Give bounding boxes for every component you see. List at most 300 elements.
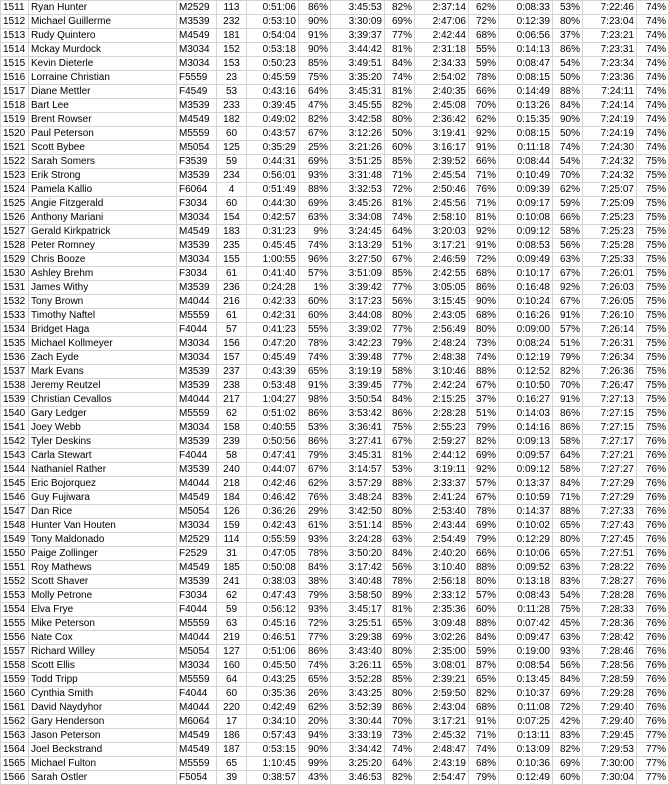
total-pct-cell[interactable]: 76% — [637, 687, 668, 701]
bike-pct-cell[interactable]: 67% — [385, 435, 415, 449]
run-pct-cell[interactable]: 65% — [469, 673, 499, 687]
total-time-cell[interactable]: 7:29:28 — [583, 687, 637, 701]
transition-time-cell[interactable]: 0:13:18 — [499, 575, 553, 589]
swim-time-cell[interactable]: 1:04:27 — [247, 393, 299, 407]
division-place-cell[interactable]: 125 — [217, 141, 247, 155]
division-cell[interactable]: M4549 — [177, 113, 217, 127]
transition-time-cell[interactable]: 0:11:28 — [499, 603, 553, 617]
bike-time-cell[interactable]: 3:25:51 — [331, 617, 385, 631]
place-cell[interactable]: 1559 — [1, 673, 29, 687]
total-time-cell[interactable]: 7:26:01 — [583, 267, 637, 281]
bike-pct-cell[interactable]: 50% — [385, 127, 415, 141]
bike-pct-cell[interactable]: 84% — [385, 393, 415, 407]
swim-time-cell[interactable]: 0:43:16 — [247, 85, 299, 99]
swim-time-cell[interactable]: 0:42:33 — [247, 295, 299, 309]
table-row[interactable] — [1, 57, 668, 71]
transition-pct-cell[interactable]: 63% — [553, 631, 583, 645]
division-cell[interactable]: F4044 — [177, 603, 217, 617]
run-pct-cell[interactable]: 90% — [469, 295, 499, 309]
bike-time-cell[interactable]: 3:50:20 — [331, 547, 385, 561]
total-pct-cell[interactable]: 75% — [637, 253, 668, 267]
place-cell[interactable]: 1562 — [1, 715, 29, 729]
table-row[interactable] — [1, 603, 668, 617]
swim-time-cell[interactable]: 0:34:10 — [247, 715, 299, 729]
bike-time-cell[interactable]: 3:30:44 — [331, 715, 385, 729]
run-pct-cell[interactable]: 66% — [469, 547, 499, 561]
division-cell[interactable]: M4549 — [177, 561, 217, 575]
run-pct-cell[interactable]: 62% — [469, 1, 499, 15]
place-cell[interactable]: 1529 — [1, 253, 29, 267]
run-time-cell[interactable]: 2:33:37 — [415, 477, 469, 491]
swim-time-cell[interactable]: 0:38:57 — [247, 771, 299, 785]
swim-time-cell[interactable]: 0:43:57 — [247, 127, 299, 141]
place-cell[interactable]: 1517 — [1, 85, 29, 99]
bike-pct-cell[interactable]: 70% — [385, 715, 415, 729]
bike-time-cell[interactable]: 3:30:09 — [331, 15, 385, 29]
division-place-cell[interactable]: 57 — [217, 323, 247, 337]
swim-pct-cell[interactable]: 86% — [299, 645, 331, 659]
bike-time-cell[interactable]: 3:51:09 — [331, 267, 385, 281]
transition-pct-cell[interactable]: 37% — [553, 29, 583, 43]
total-pct-cell[interactable]: 75% — [637, 421, 668, 435]
transition-pct-cell[interactable]: 42% — [553, 715, 583, 729]
place-cell[interactable]: 1539 — [1, 393, 29, 407]
total-pct-cell[interactable]: 76% — [637, 617, 668, 631]
transition-pct-cell[interactable]: 80% — [553, 533, 583, 547]
place-cell[interactable]: 1525 — [1, 197, 29, 211]
division-place-cell[interactable]: 59 — [217, 603, 247, 617]
place-cell[interactable]: 1538 — [1, 379, 29, 393]
place-cell[interactable]: 1532 — [1, 295, 29, 309]
swim-pct-cell[interactable]: 93% — [299, 603, 331, 617]
swim-time-cell[interactable]: 0:42:43 — [247, 519, 299, 533]
division-place-cell[interactable]: 61 — [217, 309, 247, 323]
name-cell[interactable]: Christian Cevallos — [29, 393, 177, 407]
bike-pct-cell[interactable]: 60% — [385, 141, 415, 155]
bike-pct-cell[interactable]: 73% — [385, 729, 415, 743]
run-time-cell[interactable]: 2:45:54 — [415, 169, 469, 183]
swim-pct-cell[interactable]: 57% — [299, 267, 331, 281]
place-cell[interactable]: 1553 — [1, 589, 29, 603]
place-cell[interactable]: 1520 — [1, 127, 29, 141]
total-time-cell[interactable]: 7:27:45 — [583, 533, 637, 547]
transition-time-cell[interactable]: 0:09:47 — [499, 631, 553, 645]
run-pct-cell[interactable]: 82% — [469, 687, 499, 701]
total-time-cell[interactable]: 7:24:19 — [583, 113, 637, 127]
name-cell[interactable]: Anthony Mariani — [29, 211, 177, 225]
place-cell[interactable]: 1549 — [1, 533, 29, 547]
run-pct-cell[interactable]: 81% — [469, 211, 499, 225]
table-row[interactable] — [1, 29, 668, 43]
total-pct-cell[interactable]: 76% — [637, 463, 668, 477]
name-cell[interactable]: Brent Rowser — [29, 113, 177, 127]
table-row[interactable] — [1, 617, 668, 631]
run-pct-cell[interactable]: 72% — [469, 253, 499, 267]
run-time-cell[interactable]: 2:42:55 — [415, 267, 469, 281]
place-cell[interactable]: 1530 — [1, 267, 29, 281]
bike-time-cell[interactable]: 3:27:41 — [331, 435, 385, 449]
name-cell[interactable]: Scott Ellis — [29, 659, 177, 673]
total-time-cell[interactable]: 7:24:19 — [583, 127, 637, 141]
bike-time-cell[interactable]: 3:52:28 — [331, 673, 385, 687]
total-pct-cell[interactable]: 75% — [637, 323, 668, 337]
division-place-cell[interactable]: 217 — [217, 393, 247, 407]
table-row[interactable] — [1, 15, 668, 29]
name-cell[interactable]: Michael Kollmeyer — [29, 337, 177, 351]
run-time-cell[interactable]: 2:39:21 — [415, 673, 469, 687]
bike-pct-cell[interactable]: 69% — [385, 631, 415, 645]
division-place-cell[interactable]: 187 — [217, 743, 247, 757]
swim-time-cell[interactable]: 0:50:08 — [247, 561, 299, 575]
division-cell[interactable]: M3539 — [177, 281, 217, 295]
table-row[interactable] — [1, 141, 668, 155]
run-time-cell[interactable]: 2:41:24 — [415, 491, 469, 505]
transition-pct-cell[interactable]: 67% — [553, 267, 583, 281]
run-time-cell[interactable]: 2:44:12 — [415, 449, 469, 463]
bike-time-cell[interactable]: 3:52:39 — [331, 701, 385, 715]
division-cell[interactable]: M3034 — [177, 659, 217, 673]
run-time-cell[interactable]: 3:08:01 — [415, 659, 469, 673]
swim-time-cell[interactable]: 0:38:03 — [247, 575, 299, 589]
run-time-cell[interactable]: 2:45:08 — [415, 99, 469, 113]
run-time-cell[interactable]: 2:54:02 — [415, 71, 469, 85]
transition-time-cell[interactable]: 0:09:39 — [499, 183, 553, 197]
total-pct-cell[interactable]: 76% — [637, 645, 668, 659]
transition-time-cell[interactable]: 0:08:53 — [499, 239, 553, 253]
swim-time-cell[interactable]: 0:44:07 — [247, 463, 299, 477]
swim-time-cell[interactable]: 0:31:23 — [247, 225, 299, 239]
bike-pct-cell[interactable]: 74% — [385, 211, 415, 225]
division-cell[interactable]: M3034 — [177, 211, 217, 225]
total-pct-cell[interactable]: 77% — [637, 743, 668, 757]
table-row[interactable] — [1, 743, 668, 757]
swim-pct-cell[interactable]: 67% — [299, 127, 331, 141]
total-pct-cell[interactable]: 75% — [637, 393, 668, 407]
bike-pct-cell[interactable]: 77% — [385, 29, 415, 43]
division-place-cell[interactable]: 160 — [217, 659, 247, 673]
total-time-cell[interactable]: 7:28:33 — [583, 603, 637, 617]
swim-time-cell[interactable]: 0:45:59 — [247, 71, 299, 85]
swim-time-cell[interactable]: 0:41:40 — [247, 267, 299, 281]
total-time-cell[interactable]: 7:30:00 — [583, 757, 637, 771]
transition-time-cell[interactable]: 0:09:17 — [499, 197, 553, 211]
swim-time-cell[interactable]: 0:50:56 — [247, 435, 299, 449]
division-place-cell[interactable]: 59 — [217, 155, 247, 169]
transition-pct-cell[interactable]: 83% — [553, 729, 583, 743]
swim-pct-cell[interactable]: 38% — [299, 575, 331, 589]
division-place-cell[interactable]: 159 — [217, 519, 247, 533]
run-time-cell[interactable]: 3:02:26 — [415, 631, 469, 645]
total-pct-cell[interactable]: 76% — [637, 715, 668, 729]
swim-pct-cell[interactable]: 90% — [299, 43, 331, 57]
transition-pct-cell[interactable]: 79% — [553, 351, 583, 365]
swim-time-cell[interactable]: 0:53:10 — [247, 15, 299, 29]
run-time-cell[interactable]: 2:59:27 — [415, 435, 469, 449]
run-time-cell[interactable]: 3:19:41 — [415, 127, 469, 141]
transition-pct-cell[interactable]: 88% — [553, 505, 583, 519]
division-place-cell[interactable]: 4 — [217, 183, 247, 197]
run-time-cell[interactable]: 2:33:12 — [415, 589, 469, 603]
swim-pct-cell[interactable]: 53% — [299, 421, 331, 435]
swim-pct-cell[interactable]: 79% — [299, 589, 331, 603]
bike-time-cell[interactable]: 3:42:58 — [331, 113, 385, 127]
total-pct-cell[interactable]: 75% — [637, 155, 668, 169]
transition-time-cell[interactable]: 0:08:47 — [499, 57, 553, 71]
name-cell[interactable]: Michael Fulton — [29, 757, 177, 771]
bike-time-cell[interactable]: 3:45:53 — [331, 1, 385, 15]
run-pct-cell[interactable]: 51% — [469, 407, 499, 421]
transition-pct-cell[interactable]: 60% — [553, 771, 583, 785]
swim-pct-cell[interactable]: 78% — [299, 547, 331, 561]
run-pct-cell[interactable]: 80% — [469, 323, 499, 337]
name-cell[interactable]: Zach Eyde — [29, 351, 177, 365]
division-place-cell[interactable]: 158 — [217, 421, 247, 435]
bike-time-cell[interactable]: 3:34:42 — [331, 743, 385, 757]
table-row[interactable] — [1, 477, 668, 491]
place-cell[interactable]: 1565 — [1, 757, 29, 771]
transition-pct-cell[interactable]: 45% — [553, 617, 583, 631]
name-cell[interactable]: Tyler Deskins — [29, 435, 177, 449]
transition-pct-cell[interactable]: 86% — [553, 407, 583, 421]
run-pct-cell[interactable]: 37% — [469, 393, 499, 407]
transition-time-cell[interactable]: 0:09:12 — [499, 463, 553, 477]
total-pct-cell[interactable]: 76% — [637, 491, 668, 505]
swim-time-cell[interactable]: 0:43:25 — [247, 673, 299, 687]
division-cell[interactable]: M4549 — [177, 225, 217, 239]
total-time-cell[interactable]: 7:27:29 — [583, 477, 637, 491]
name-cell[interactable]: Paul Peterson — [29, 127, 177, 141]
run-pct-cell[interactable]: 66% — [469, 85, 499, 99]
total-time-cell[interactable]: 7:25:07 — [583, 183, 637, 197]
swim-pct-cell[interactable]: 77% — [299, 631, 331, 645]
table-row[interactable] — [1, 99, 668, 113]
swim-pct-cell[interactable]: 78% — [299, 337, 331, 351]
transition-time-cell[interactable]: 0:10:08 — [499, 211, 553, 225]
run-pct-cell[interactable]: 55% — [469, 43, 499, 57]
place-cell[interactable]: 1564 — [1, 743, 29, 757]
division-place-cell[interactable]: 185 — [217, 561, 247, 575]
swim-time-cell[interactable]: 0:55:59 — [247, 533, 299, 547]
name-cell[interactable]: Jason Peterson — [29, 729, 177, 743]
run-pct-cell[interactable]: 79% — [469, 771, 499, 785]
division-place-cell[interactable]: 181 — [217, 29, 247, 43]
run-pct-cell[interactable]: 92% — [469, 127, 499, 141]
division-cell[interactable]: F4044 — [177, 323, 217, 337]
transition-time-cell[interactable]: 0:19:00 — [499, 645, 553, 659]
name-cell[interactable]: Chris Booze — [29, 253, 177, 267]
swim-time-cell[interactable]: 1:10:45 — [247, 757, 299, 771]
swim-pct-cell[interactable]: 55% — [299, 323, 331, 337]
division-place-cell[interactable]: 155 — [217, 253, 247, 267]
total-time-cell[interactable]: 7:28:46 — [583, 645, 637, 659]
bike-time-cell[interactable]: 3:51:25 — [331, 155, 385, 169]
bike-time-cell[interactable]: 3:43:40 — [331, 645, 385, 659]
total-time-cell[interactable]: 7:27:21 — [583, 449, 637, 463]
place-cell[interactable]: 1552 — [1, 575, 29, 589]
transition-pct-cell[interactable]: 58% — [553, 225, 583, 239]
swim-time-cell[interactable]: 0:53:18 — [247, 43, 299, 57]
division-cell[interactable]: M2529 — [177, 1, 217, 15]
transition-time-cell[interactable]: 0:08:43 — [499, 589, 553, 603]
bike-pct-cell[interactable]: 74% — [385, 743, 415, 757]
division-place-cell[interactable]: 154 — [217, 211, 247, 225]
run-time-cell[interactable]: 2:53:40 — [415, 505, 469, 519]
transition-pct-cell[interactable]: 54% — [553, 589, 583, 603]
run-pct-cell[interactable]: 79% — [469, 533, 499, 547]
bike-time-cell[interactable]: 3:25:20 — [331, 757, 385, 771]
bike-time-cell[interactable]: 3:33:19 — [331, 729, 385, 743]
name-cell[interactable]: Michael Guillerme — [29, 15, 177, 29]
bike-time-cell[interactable]: 3:53:42 — [331, 407, 385, 421]
name-cell[interactable]: Ashley Brehm — [29, 267, 177, 281]
place-cell[interactable]: 1544 — [1, 463, 29, 477]
swim-time-cell[interactable]: 0:44:31 — [247, 155, 299, 169]
transition-pct-cell[interactable]: 93% — [553, 645, 583, 659]
run-pct-cell[interactable]: 67% — [469, 379, 499, 393]
name-cell[interactable]: David Naydyhor — [29, 701, 177, 715]
name-cell[interactable]: Molly Petrone — [29, 589, 177, 603]
division-cell[interactable]: M5054 — [177, 505, 217, 519]
table-row[interactable] — [1, 673, 668, 687]
swim-time-cell[interactable]: 0:36:26 — [247, 505, 299, 519]
place-cell[interactable]: 1566 — [1, 771, 29, 785]
table-row[interactable] — [1, 239, 668, 253]
table-row[interactable] — [1, 1, 668, 15]
place-cell[interactable]: 1560 — [1, 687, 29, 701]
division-place-cell[interactable]: 127 — [217, 645, 247, 659]
place-cell[interactable]: 1514 — [1, 43, 29, 57]
table-row[interactable] — [1, 659, 668, 673]
table-row[interactable] — [1, 505, 668, 519]
total-time-cell[interactable]: 7:29:45 — [583, 729, 637, 743]
run-time-cell[interactable]: 2:46:59 — [415, 253, 469, 267]
place-cell[interactable]: 1536 — [1, 351, 29, 365]
name-cell[interactable]: Carla Stewart — [29, 449, 177, 463]
place-cell[interactable]: 1554 — [1, 603, 29, 617]
swim-time-cell[interactable]: 0:45:49 — [247, 351, 299, 365]
transition-pct-cell[interactable]: 64% — [553, 449, 583, 463]
bike-pct-cell[interactable]: 85% — [385, 155, 415, 169]
total-pct-cell[interactable]: 77% — [637, 729, 668, 743]
place-cell[interactable]: 1548 — [1, 519, 29, 533]
swim-time-cell[interactable]: 0:49:02 — [247, 113, 299, 127]
transition-pct-cell[interactable]: 82% — [553, 743, 583, 757]
bike-time-cell[interactable]: 3:39:02 — [331, 323, 385, 337]
division-cell[interactable]: M3539 — [177, 99, 217, 113]
run-pct-cell[interactable]: 67% — [469, 491, 499, 505]
run-time-cell[interactable]: 2:55:23 — [415, 421, 469, 435]
transition-pct-cell[interactable]: 69% — [553, 757, 583, 771]
division-place-cell[interactable]: 182 — [217, 113, 247, 127]
transition-pct-cell[interactable]: 58% — [553, 435, 583, 449]
bike-time-cell[interactable]: 3:31:48 — [331, 169, 385, 183]
total-time-cell[interactable]: 7:28:56 — [583, 659, 637, 673]
swim-time-cell[interactable]: 0:45:16 — [247, 617, 299, 631]
place-cell[interactable]: 1541 — [1, 421, 29, 435]
bike-time-cell[interactable]: 3:45:26 — [331, 197, 385, 211]
division-place-cell[interactable]: 234 — [217, 169, 247, 183]
run-pct-cell[interactable]: 57% — [469, 589, 499, 603]
total-time-cell[interactable]: 7:26:36 — [583, 365, 637, 379]
place-cell[interactable]: 1546 — [1, 491, 29, 505]
bike-time-cell[interactable]: 3:29:38 — [331, 631, 385, 645]
bike-pct-cell[interactable]: 63% — [385, 533, 415, 547]
run-time-cell[interactable]: 2:39:52 — [415, 155, 469, 169]
run-time-cell[interactable]: 3:17:21 — [415, 239, 469, 253]
total-time-cell[interactable]: 7:28:27 — [583, 575, 637, 589]
bike-time-cell[interactable]: 3:51:14 — [331, 519, 385, 533]
transition-pct-cell[interactable]: 84% — [553, 477, 583, 491]
run-pct-cell[interactable]: 71% — [469, 169, 499, 183]
division-place-cell[interactable]: 183 — [217, 225, 247, 239]
bike-pct-cell[interactable]: 85% — [385, 673, 415, 687]
swim-pct-cell[interactable]: 61% — [299, 519, 331, 533]
run-time-cell[interactable]: 2:15:25 — [415, 393, 469, 407]
name-cell[interactable]: Nate Cox — [29, 631, 177, 645]
total-pct-cell[interactable]: 75% — [637, 295, 668, 309]
transition-time-cell[interactable]: 0:14:03 — [499, 407, 553, 421]
total-time-cell[interactable]: 7:24:32 — [583, 169, 637, 183]
table-row[interactable] — [1, 267, 668, 281]
swim-pct-cell[interactable]: 79% — [299, 449, 331, 463]
name-cell[interactable]: Guy Fujiwara — [29, 491, 177, 505]
bike-pct-cell[interactable]: 77% — [385, 379, 415, 393]
total-time-cell[interactable]: 7:28:22 — [583, 561, 637, 575]
total-time-cell[interactable]: 7:25:09 — [583, 197, 637, 211]
run-pct-cell[interactable]: 60% — [469, 603, 499, 617]
transition-pct-cell[interactable]: 56% — [553, 239, 583, 253]
bike-pct-cell[interactable]: 74% — [385, 71, 415, 85]
bike-time-cell[interactable]: 3:45:31 — [331, 449, 385, 463]
place-cell[interactable]: 1550 — [1, 547, 29, 561]
table-row[interactable] — [1, 575, 668, 589]
transition-time-cell[interactable]: 0:09:57 — [499, 449, 553, 463]
name-cell[interactable]: Erik Strong — [29, 169, 177, 183]
total-pct-cell[interactable]: 74% — [637, 85, 668, 99]
bike-time-cell[interactable]: 3:13:29 — [331, 239, 385, 253]
total-time-cell[interactable]: 7:24:11 — [583, 85, 637, 99]
name-cell[interactable]: Tony Brown — [29, 295, 177, 309]
run-pct-cell[interactable]: 79% — [469, 421, 499, 435]
name-cell[interactable]: Scott Shaver — [29, 575, 177, 589]
transition-pct-cell[interactable]: 88% — [553, 85, 583, 99]
total-pct-cell[interactable]: 76% — [637, 533, 668, 547]
name-cell[interactable]: Paige Zollinger — [29, 547, 177, 561]
place-cell[interactable]: 1556 — [1, 631, 29, 645]
transition-time-cell[interactable]: 0:14:13 — [499, 43, 553, 57]
transition-pct-cell[interactable]: 70% — [553, 169, 583, 183]
total-time-cell[interactable]: 7:29:40 — [583, 715, 637, 729]
total-pct-cell[interactable]: 76% — [637, 449, 668, 463]
total-time-cell[interactable]: 7:27:43 — [583, 519, 637, 533]
swim-pct-cell[interactable]: 67% — [299, 463, 331, 477]
division-cell[interactable]: F6064 — [177, 183, 217, 197]
bike-time-cell[interactable]: 3:50:54 — [331, 393, 385, 407]
swim-pct-cell[interactable]: 72% — [299, 617, 331, 631]
total-pct-cell[interactable]: 74% — [637, 15, 668, 29]
total-pct-cell[interactable]: 75% — [637, 407, 668, 421]
run-pct-cell[interactable]: 88% — [469, 617, 499, 631]
division-cell[interactable]: F4549 — [177, 85, 217, 99]
swim-pct-cell[interactable]: 29% — [299, 505, 331, 519]
transition-time-cell[interactable]: 0:08:33 — [499, 1, 553, 15]
swim-pct-cell[interactable]: 91% — [299, 29, 331, 43]
run-time-cell[interactable]: 2:40:20 — [415, 547, 469, 561]
bike-time-cell[interactable]: 3:26:11 — [331, 659, 385, 673]
bike-pct-cell[interactable]: 67% — [385, 253, 415, 267]
division-cell[interactable]: M5559 — [177, 757, 217, 771]
division-place-cell[interactable]: 216 — [217, 295, 247, 309]
